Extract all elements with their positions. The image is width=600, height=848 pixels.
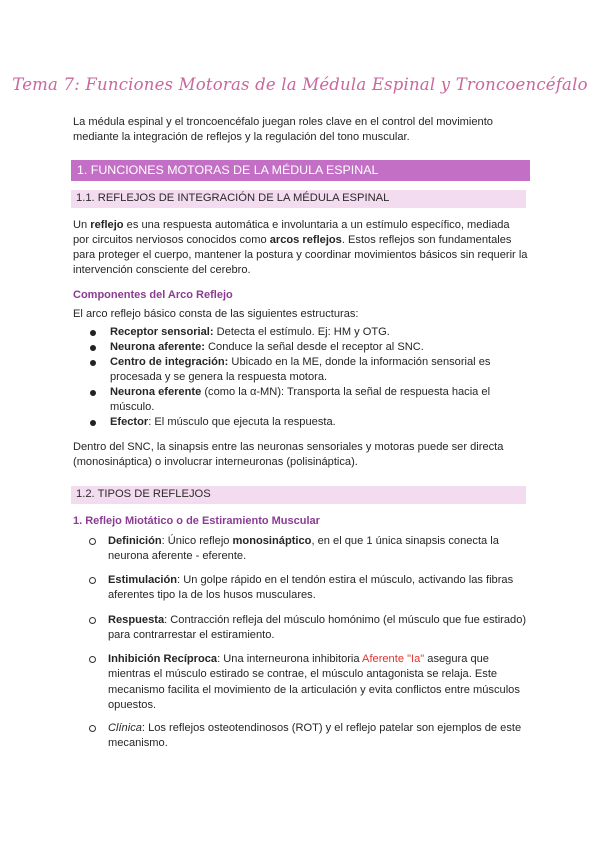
circle-bullet-icon	[89, 725, 96, 732]
bullet-icon	[90, 420, 96, 426]
reflejo-line-1: Un reflejo es una respuesta automática e involuntaria a un estímulo específico, mediada	[73, 219, 510, 231]
componentes-intro: El arco reflejo básico consta de las siguientes estructuras:	[73, 308, 359, 320]
reflejo-line-4: intervención consciente del cerebro.	[73, 264, 251, 276]
sinapsis-line-2: (monosináptica) o involucrar interneuronas (polisináptica).	[73, 456, 358, 468]
circle-bullet-icon	[89, 656, 96, 663]
reflejo-line-3: para proteger el cuerpo, mantener la postura y coordinar movimientos básicos sin requerir la	[73, 249, 528, 261]
bullet-icon	[90, 330, 96, 336]
section-1-2-heading: 1.2. TIPOS DE REFLEJOS	[76, 488, 211, 500]
term-reflejo: reflejo	[90, 219, 124, 231]
circle-bullet-icon	[89, 577, 96, 584]
circle-bullet-icon	[89, 538, 96, 545]
section-1-heading-bar	[71, 160, 530, 181]
section-1-1-heading-bar	[71, 190, 526, 208]
page-title: Tema 7: Funciones Motoras de la Médula Espinal y Troncoencéfalo	[12, 75, 588, 94]
term-arcos-reflejos: arcos reflejos	[269, 234, 342, 246]
bullet-icon	[90, 390, 96, 396]
sinapsis-line-1: Dentro del SNC, la sinapsis entre las neuronas sensoriales y motoras puede ser directa	[73, 441, 504, 453]
bullet-icon	[90, 360, 96, 366]
document-page: Tema 7: Funciones Motoras de la Médula Espinal y Troncoencéfalo La médula espinal y el troncoencéfalo juegan roles clave en el control del movimiento mediante la integración de reflejos y la regulación del tono muscular. 1. FUNCIONES MOTORAS DE LA MÉDULA ESPINAL 1.1. REFLEJOS DE INTEGRACIÓN DE LA MÉDULA ESPINAL Un reflejo es una respuesta automática e involuntaria a un estímulo específico, mediada por circuitos nerviosos conocidos como arcos reflejos. Estos reflejos son fundamentales para proteger el cuerpo, mantener la postura y coordinar movimientos básicos sin requerir la intervención consciente del cerebro. Componentes del Arco Reflejo El arco reflejo básico consta de las siguientes estructuras: Receptor sensorial: Detecta el estímulo. Ej: HM y OTG. Neurona aferente: Conduce la señal desde el receptor al SNC. Centro de integración: Ubicado en la ME, donde la información sensorial es procesada y se genera la respuesta motora. Neurona eferente (como la α-MN): Transporta la señal de respuesta hacia el músculo. Efector: El músculo que ejecuta la respuesta. Dentro del SNC, la sinapsis entre las neuronas sensoriales y motoras puede ser directa (monosináptica) o involucrar interneuronas (polisináptica). 1.2. TIPOS DE REFLEJOS 1. Reflejo Miotático o de Estiramiento Muscular Definición: Único reflejo monosináptico, en el que 1 única sinapsis conecta la neurona aferente - eferente. Estimulación: Un golpe rápido en el tendón estira el músculo, activando las fibras aferentes tipo Ia de los husos musculares. Respuesta: Contracción refleja del músculo homónimo (el músculo que fue estirado) para contrarrestar el estiramiento. Inhibición Recíproca: Una interneurona inhibitoria Aferente "Ia" asegura que mientras el músculo estirado se contrae, el músculo antagonista se relaja. Este mecanismo facilita el movimiento de la articulación y evita conflictos entre músculos opuestos. Clínica: Los reflejos osteotendinosos (ROT) y el reflejo patelar son ejemplos de este mecanismo.	[0, 0, 600, 848]
intro-line-2: mediante la integración de reflejos y la regulación del tono muscular.	[73, 131, 410, 143]
circle-bullet-icon	[89, 617, 96, 624]
section-1-1-heading: 1.1. REFLEJOS DE INTEGRACIÓN DE LA MÉDULA ESPINAL	[76, 192, 390, 204]
intro-line-1: La médula espinal y el troncoencéfalo juegan roles clave en el control del movimiento	[73, 116, 493, 128]
miotatico-heading: 1. Reflejo Miotático o de Estiramiento Muscular	[73, 515, 320, 527]
bullet-icon	[90, 345, 96, 351]
aferente-ia-highlight: Aferente "Ia"	[362, 653, 425, 665]
section-1-heading: 1. FUNCIONES MOTORAS DE LA MÉDULA ESPINAL	[77, 163, 379, 177]
section-1-2-heading-bar	[71, 486, 526, 504]
reflejo-line-2: por circuitos nerviosos conocidos como arcos reflejos. Estos reflejos son fundamentales	[73, 234, 512, 246]
componentes-heading: Componentes del Arco Reflejo	[73, 289, 233, 301]
